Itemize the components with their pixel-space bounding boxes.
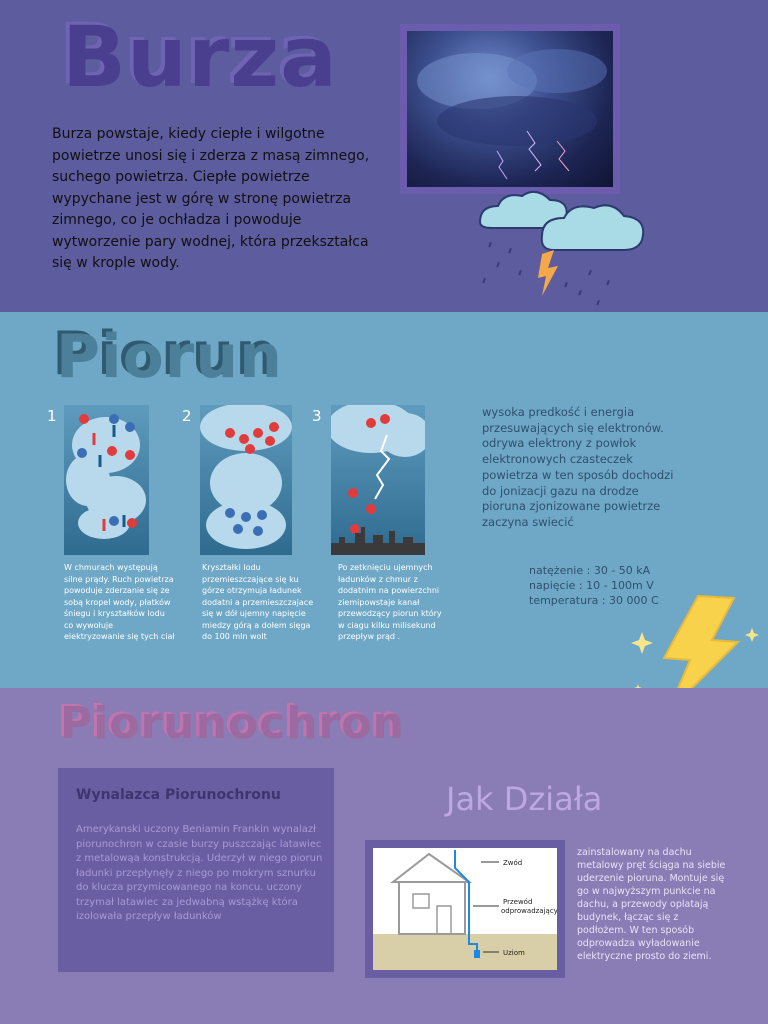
piorun-title: Piorun [56, 322, 283, 392]
how-it-works-text: zainstalowany na dachu metalowy pręt ściąga na siebie uderzenie pioruna. Montuje się go w najwyższym punkcie na dachu, a przewody oplatają budynek, łącząc się z podłożem. W ten sposób odprowadza wyładowanie elektryczne prosto do ziemi. [577, 847, 726, 962]
inventor-text: Amerykanski uczony Beniamin Frankin wynalazł piorunochron w czasie burzy puszczając latawiec z metalowąa konstrukcją. Uderzył w niego piorun ładunki przepłynęły z niego po mokrym sznurku do klucza przymicowanego na koncu. uczony trzymał latawiec za jedwabną wstążkę która izolowała przepływ ładunków [76, 824, 323, 922]
stat-current: natężenie : 30 - 50 kA [529, 564, 651, 577]
diagram-label-ground: Uziom [503, 949, 525, 957]
step-number: 3 [312, 407, 322, 425]
step-2-caption: Kryształki lodu przemieszczające się ku górze otrzymuja ładunek dodatni a przemieszczajace się w dół ujemny napięcie miedzy górą a dołem sięga do 100 mln wolt [202, 563, 314, 641]
burza-title: Burza [62, 8, 338, 106]
piorun-description: wysoka predkość i energia przesuwających się elektronów. odrywa elektrony z powłok elektronowych czasteczek powietrza w ten sposób dochodzi do jonizacji gazu na drodze pioruna zjonizowane powietrze zaczyna swiecić [482, 405, 674, 529]
storm-cloud-icon [470, 190, 650, 310]
diagram-label-conductor-2: odprowadzający [501, 907, 557, 915]
step-number: 2 [182, 407, 192, 425]
step-2-illustration [200, 405, 292, 555]
stat-temperature: temperatura : 30 000 C [529, 594, 659, 607]
lightning-rod-diagram [365, 840, 565, 978]
step-1-caption: W chmurach występują silne prądy. Ruch powietrza powoduje zderzanie się ze sobą kropel wody, płatków śniegu i kryształków lodu co wywołuje elektryzowanie się tych ciał [64, 563, 175, 641]
diagram-label-rod: Zwód [503, 859, 523, 867]
step-1-illustration [64, 405, 149, 555]
step-3-illustration [331, 405, 425, 555]
step-number: 1 [47, 407, 57, 425]
how-it-works-title: Jak Działa [446, 780, 603, 818]
burza-description: Burza powstaje, kiedy ciepłe i wilgotne powietrze unosi się i zderza z masą zimnego, suchego powietrza. Ciepłe powietrze wypychane jest w górę w stronę powietrza zimnego, co je ochładza i powoduje wytworzenie pary wodnej, która przekształca się w krople wody. [52, 126, 370, 271]
piorunochron-title: Piorunochron [60, 698, 405, 749]
storm-photo [400, 24, 620, 194]
stat-voltage: napięcie : 10 - 100m V [529, 579, 654, 592]
inventor-title: Wynalazca Piorunochronu [76, 787, 281, 803]
step-3-caption: Po zetknięciu ujemnych ładunków z chmur z dodatnim na powierzchni ziemipowstaje kanał przewodzący piorun który w ciagu kilku milisekund przepływ prąd . [338, 563, 442, 641]
diagram-label-conductor: Przewód [503, 898, 533, 906]
